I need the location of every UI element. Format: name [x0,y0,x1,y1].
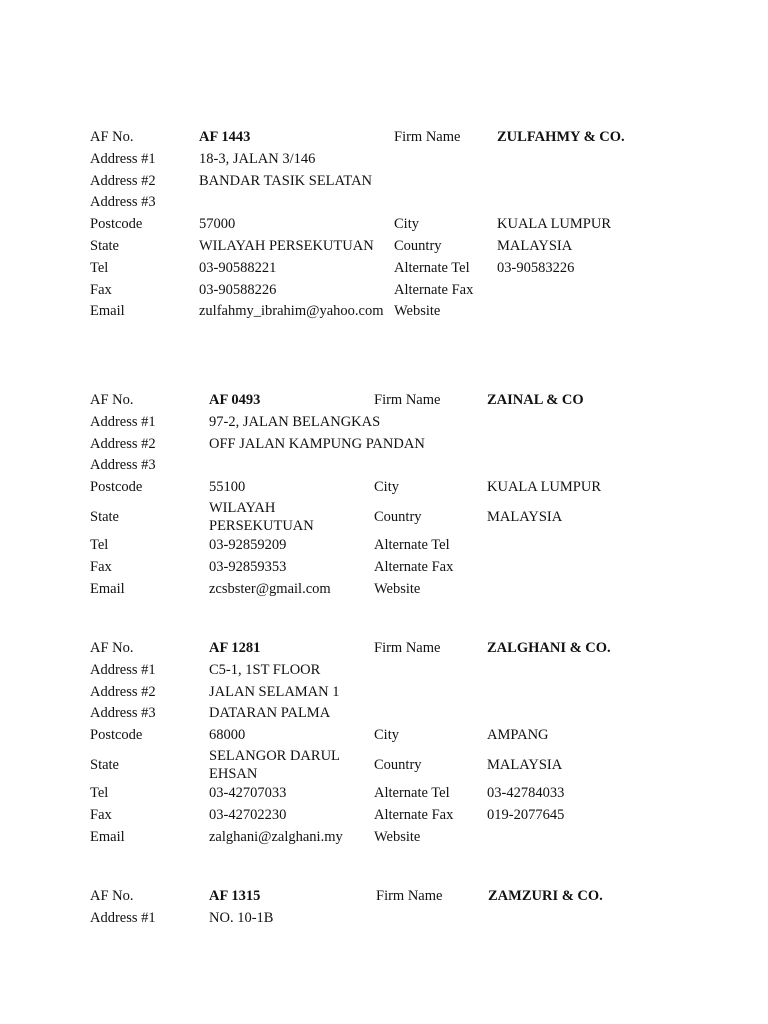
state-label: State [90,508,119,525]
alt-fax-label: Alternate Fax [374,806,454,823]
alt-fax-value: 019-2077645 [487,806,565,823]
fax-value: 03-42702230 [209,806,287,823]
address1-value: 18-3, JALAN 3/146 [199,150,316,167]
af-no-value: AF 0493 [209,392,261,408]
address3-label: Address #3 [90,457,156,474]
address2-value: OFF JALAN KAMPUNG PANDAN [209,435,425,452]
email-value: zcsbster@gmail.com [209,580,331,597]
af-no-label: AF No. [90,392,134,408]
country-label: Country [394,237,442,254]
tel-label: Tel [90,784,109,801]
tel-value: 03-42707033 [209,784,287,801]
website-label: Website [374,580,421,597]
tel-label: Tel [90,259,109,276]
af-no-label: AF No. [90,129,134,145]
firm-name-value: ZULFAHMY & CO. [497,129,625,145]
email-label: Email [90,303,125,320]
country-value: MALAYSIA [487,508,563,525]
firm-name-label: Firm Name [374,640,441,656]
address3-label: Address #3 [90,194,156,211]
state-label: State [90,237,119,254]
address2-value: JALAN SELAMAN 1 [209,683,340,700]
alt-fax-label: Alternate Fax [374,558,454,575]
email-value: zalghani@zalghani.my [209,828,343,845]
af-no-value: AF 1281 [209,640,261,656]
firm-name-value: ZALGHANI & CO. [487,640,611,656]
postcode-label: Postcode [90,479,143,496]
address1-value: NO. 10-1B [209,909,274,926]
address2-label: Address #2 [90,172,156,189]
alt-tel-label: Alternate Tel [374,536,450,553]
address1-label: Address #1 [90,909,156,926]
tel-label: Tel [90,536,109,553]
postcode-value: 57000 [199,216,236,233]
address1-label: Address #1 [90,150,156,167]
state-value: WILAYAH PERSEKUTUAN [209,499,314,534]
website-label: Website [374,828,421,845]
state-label: State [90,756,119,773]
state-value: WILAYAH PERSEKUTUAN [199,237,374,254]
firm-name-value: ZAINAL & CO [487,392,584,408]
address1-label: Address #1 [90,661,156,678]
country-value: MALAYSIA [497,237,573,254]
alt-tel-value: 03-42784033 [487,784,565,801]
alt-tel-label: Alternate Tel [394,259,470,276]
postcode-value: 68000 [209,727,246,744]
address1-label: Address #1 [90,413,156,430]
city-value: KUALA LUMPUR [487,479,601,496]
alt-fax-label: Alternate Fax [394,281,474,298]
address3-label: Address #3 [90,705,156,722]
address3-value: DATARAN PALMA [209,705,331,722]
firm-name-value: ZAMZURI & CO. [488,888,603,904]
fax-value: 03-92859353 [209,558,287,575]
fax-value: 03-90588226 [199,281,277,298]
state-value: SELANGOR DARUL EHSAN [209,747,340,782]
fax-label: Fax [90,558,112,575]
firm-name-label: Firm Name [374,392,441,408]
country-label: Country [374,756,422,773]
address1-value: C5-1, 1ST FLOOR [209,661,321,678]
address2-value: BANDAR TASIK SELATAN [199,172,373,189]
country-label: Country [374,508,422,525]
af-no-value: AF 1315 [209,888,261,904]
postcode-label: Postcode [90,216,143,233]
tel-value: 03-92859209 [209,536,287,553]
postcode-label: Postcode [90,727,143,744]
fax-label: Fax [90,806,112,823]
af-no-label: AF No. [90,888,134,904]
city-label: City [374,727,399,744]
tel-value: 03-90588221 [199,259,277,276]
city-value: KUALA LUMPUR [497,216,611,233]
email-label: Email [90,580,125,597]
alt-tel-label: Alternate Tel [374,784,450,801]
email-value: zulfahmy_ibrahim@yahoo.com [199,303,384,320]
city-value: AMPANG [487,727,549,744]
address2-label: Address #2 [90,683,156,700]
af-no-value: AF 1443 [199,129,251,145]
firm-name-label: Firm Name [394,129,461,145]
website-label: Website [394,303,441,320]
address1-value: 97-2, JALAN BELANGKAS [209,413,381,430]
alt-tel-value: 03-90583226 [497,259,575,276]
city-label: City [374,479,399,496]
email-label: Email [90,828,125,845]
firm-name-label: Firm Name [376,888,443,904]
country-value: MALAYSIA [487,756,563,773]
af-no-label: AF No. [90,640,134,656]
postcode-value: 55100 [209,479,246,496]
fax-label: Fax [90,281,112,298]
city-label: City [394,216,419,233]
address2-label: Address #2 [90,435,156,452]
